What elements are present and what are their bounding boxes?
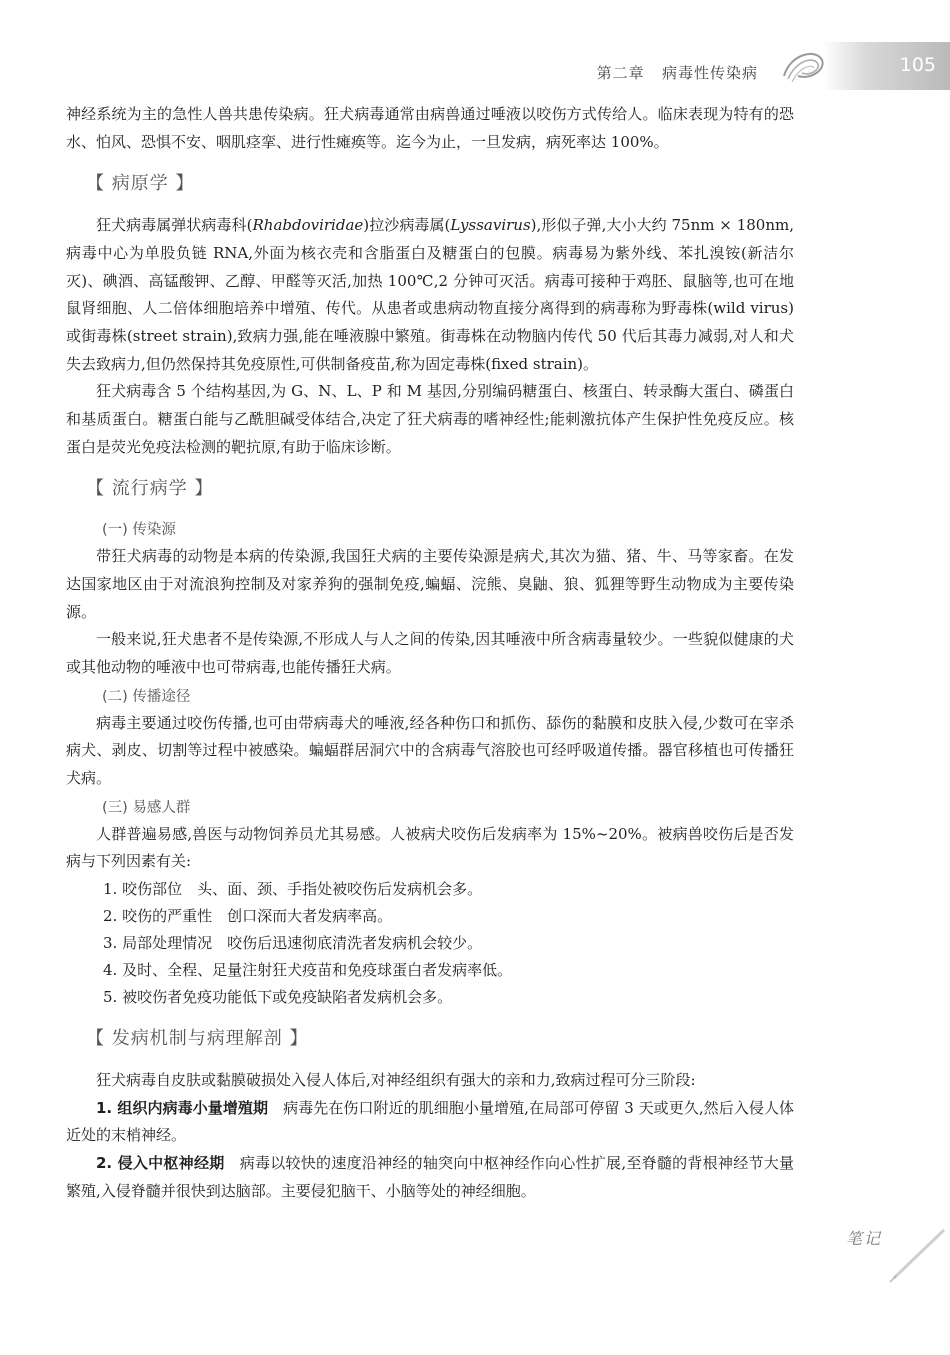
pencil-icon (846, 1226, 946, 1286)
subheading-source: (一) 传染源 (102, 522, 176, 539)
pathogen-paragraph-1: 狂犬病毒属弹状病毒科(Rhabdoviridae)拉沙病毒属(Lyssavirus),形似子弹,大小大约 75nm × 180nm,病毒中心为单股负链 RNA,外面为核衣壳和含脂蛋白及糖蛋白的包膜。病毒易为紫外线、苯扎溴铵(新洁尔灭)、碘酒、高锰酸钾、乙醇、甲醛等灭活,加热 100℃,2 分钟可灭活。病毒可接种于鸡胚、鼠脑等,也可在地鼠肾细胞、人二倍体细胞培养中增殖、传代。从患者或患病动物直接分离得到的病毒称为野毒株(wild virus)或街毒株(street strain),致病力强,能在唾液腺中繁殖。街毒株在动物脑内传代 50 代后其毒力减弱,对人和犬失去致病力,但仍然保持其免疫原性,可供制备疫苗,称为固定毒株(fixed strain)。 (66, 216, 794, 373)
running-header (597, 62, 758, 83)
risk-factor-list (66, 876, 794, 1011)
susceptible-paragraph: 人群普遍易感,兽医与动物饲养员尤其易感。人被病犬咬伤后发病率为 15%~20%。被病兽咬伤后是否发病与下列因素有关: (66, 824, 794, 871)
list-item: 4. 及时、全程、足量注射狂犬疫苗和免疫球蛋白者发病率低。 (103, 961, 513, 980)
intro-paragraph: 神经系统为主的急性人兽共患传染病。狂犬病毒通常由病兽通过唾液以咬伤方式传给人。临床表现为特有的恐水、怕风、恐惧不安、咽肌痉挛、进行性瘫痪等。迄今为止，一旦发病，病死率达 100%。 (66, 105, 794, 151)
section-heading-pathogen: 【 病原学 】 (86, 173, 195, 195)
section-heading-pathogenesis: 【 发病机制与病理解剖 】 (86, 1028, 309, 1050)
subheading-susceptible: (三) 易感人群 (102, 799, 191, 816)
section-heading-epidemiology: 【 流行病学 】 (86, 478, 214, 500)
stage-2-title: 2. 侵入中枢神经期 (96, 1153, 225, 1172)
margin-notes (846, 1226, 946, 1286)
chapter-title: 病毒性传染病 (661, 64, 758, 82)
stage-1-paragraph: 1. 组织内病毒小量增殖期 病毒先在伤口附近的肌细胞小量增殖,在局部可停留 3 天或更久,然后入侵人体近处的末梢神经。 (66, 1098, 795, 1145)
chapter-label: 第二章 (596, 64, 645, 82)
page-body (66, 101, 794, 1205)
stage-2-paragraph: 2. 侵入中枢神经期 病毒以较快的速度沿神经的轴突向中枢神经作向心性扩展,至脊髓的背根神经节大量繁殖,入侵脊髓并很快到达脑部。主要侵犯脑干、小脑等处的神经细胞。 (66, 1153, 794, 1200)
source-paragraph-1: 带狂犬病毒的动物是本病的传染源,我国狂犬病的主要传染源是病犬,其次为猫、猪、牛、马等家畜。在发达国家地区由于对流浪狗控制及对家养狗的强制免疫,蝙蝠、浣熊、臭鼬、狼、狐狸等野生动物成为主要传染源。 (66, 547, 794, 621)
genus-name: Lyssavirus (450, 216, 531, 235)
list-item: 2. 咬伤的严重性 创口深而大者发病率高。 (103, 907, 393, 926)
stage-1-title: 1. 组织内病毒小量增殖期 (96, 1098, 269, 1117)
source-paragraph-2: 一般来说,狂犬患者不是传染源,不形成人与人之间的传染,因其唾液中所含病毒量较少。一些貌似健康的犬或其他动物的唾液中也可带病毒,也能传播狂犬病。 (66, 630, 794, 676)
list-item: 3. 局部处理情况 咬伤后迅速彻底清洗者发病机会较少。 (103, 934, 483, 953)
swirl-logo-icon (780, 46, 826, 90)
list-item: 5. 被咬伤者免疫功能低下或免疫缺陷者发病机会多。 (103, 988, 453, 1007)
pathogenesis-paragraph: 狂犬病毒自皮肤或黏膜破损处入侵人体后,对神经组织有强大的亲和力,致病过程可分三阶段: (96, 1070, 696, 1089)
page-number-tab (823, 42, 950, 90)
subheading-route: (二) 传播途径 (102, 688, 191, 705)
page-number: 105 (899, 54, 936, 76)
notes-label: 笔记 (846, 1229, 883, 1248)
route-paragraph: 病毒主要通过咬伤传播,也可由带病毒犬的唾液,经各种伤口和抓伤、舔伤的黏膜和皮肤入侵,少数可在宰杀病犬、剥皮、切割等过程中被感染。蝙蝠群居洞穴中的含病毒气溶胶也可经呼吸道传播。器官移植也可传播狂犬病。 (66, 713, 794, 788)
page-header (0, 40, 950, 100)
family-name: Rhabdoviridae (252, 216, 364, 235)
pathogen-paragraph-2: 狂犬病毒含 5 个结构基因,为 G、N、L、P 和 M 基因,分别编码糖蛋白、核蛋白、转录酶大蛋白、磷蛋白和基质蛋白。糖蛋白能与乙酰胆碱受体结合,决定了狂犬病毒的嗜神经性;能刺激抗体产生保护性免疫反应。核蛋白是荧光免疫法检测的靶抗原,有助于临床诊断。 (66, 382, 794, 456)
list-item: 1. 咬伤部位 头、面、颈、手指处被咬伤后发病机会多。 (103, 880, 483, 899)
